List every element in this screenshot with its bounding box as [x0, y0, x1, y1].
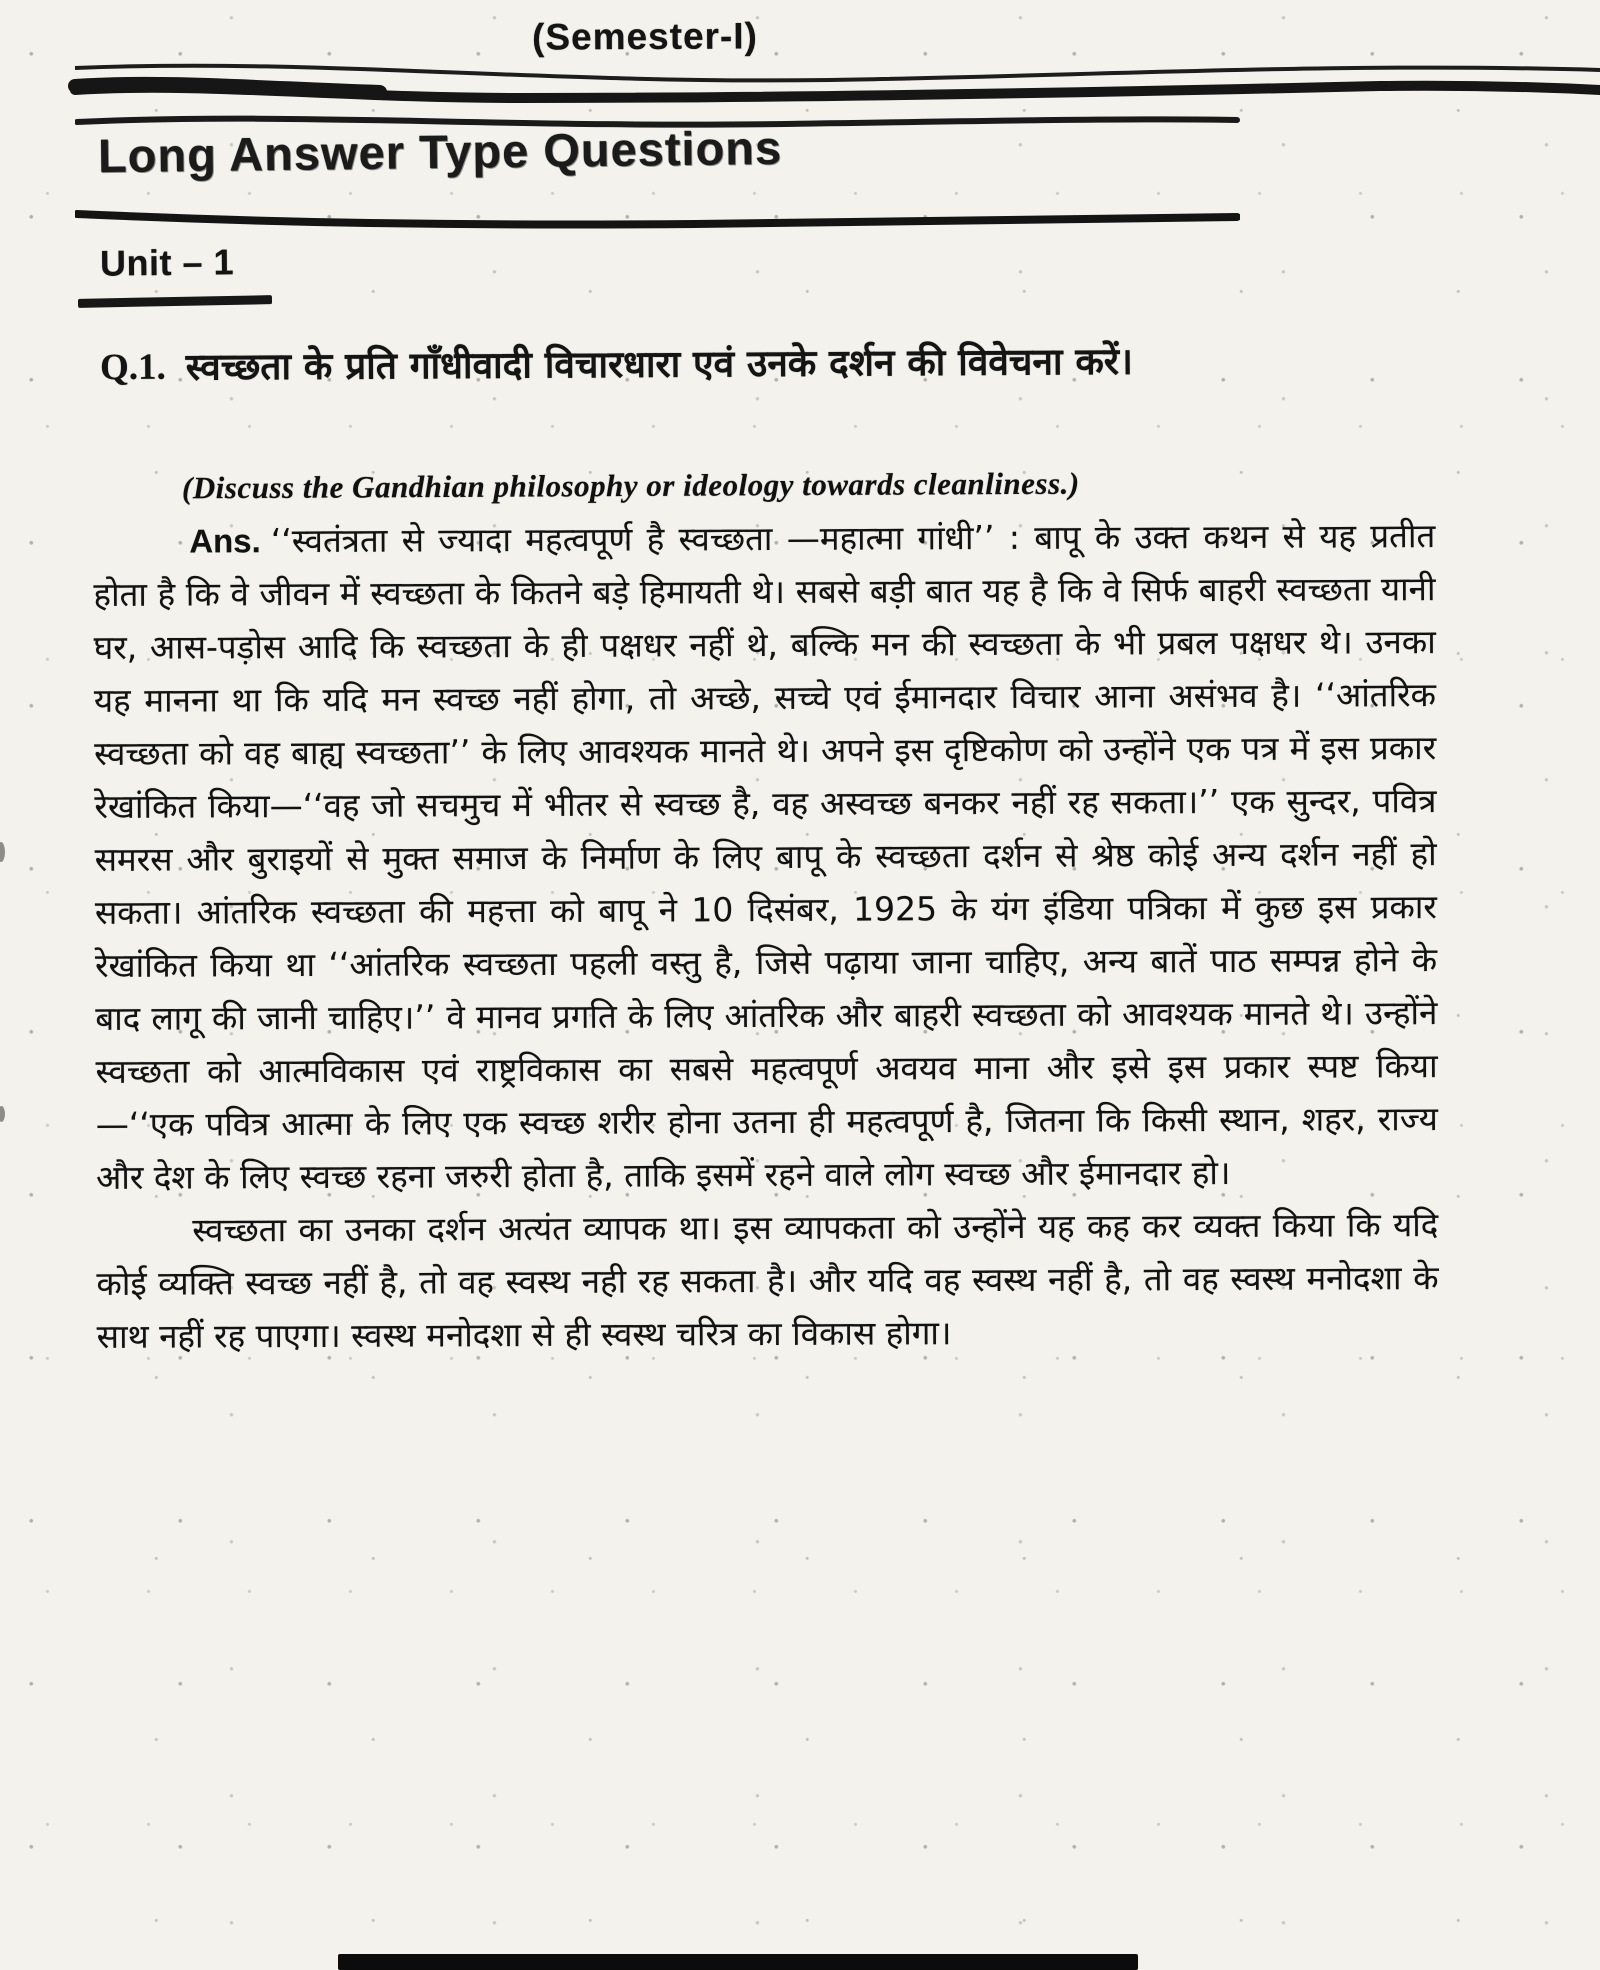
answer-paragraph-1	[93, 509, 1438, 1204]
question-translation-english: (Discuss the Gandhian philosophy or ideology towards cleanliness.)	[181, 465, 1080, 506]
answer-label: Ans.	[189, 522, 261, 560]
scan-edge-bar	[338, 1954, 1138, 1970]
answer-paragraph-2: स्वच्छता का उनका दर्शन अत्यंत व्यापक था। इस व्यापकता को उन्होंने यह कह कर व्यक्त किया कि यदि कोई व्यक्ति स्वच्छ नहीं है, तो वह स्वस्थ नही रह सकता है। और यदि वह स्वस्थ नहीं है, तो वह स्वस्थ मनोदशा के साथ नहीं रह पाएगा। स्वस्थ मनोदशा से ही स्वस्थ चरित्र का विकास होगा।	[96, 1205, 1439, 1356]
unit-label: Unit – 1	[99, 241, 235, 284]
answer-body	[93, 509, 1439, 1363]
question-block	[100, 332, 1445, 396]
semester-header: (Semester-I)	[531, 15, 759, 58]
scan-artifact	[0, 842, 5, 862]
answer-paragraph-1-text: ‘‘स्वतंत्रता से ज्यादा महत्वपूर्ण है स्वच्छता —महात्मा गांधी’’ : बापू के उक्त कथन से यह प्रतीत होता है कि वे जीवन में स्वच्छता के कितने बड़े हिमायती थे। सबसे बड़ी बात यह है कि वे सिर्फ बाहरी स्वच्छता यानी घर, आस-पड़ोस आदि कि स्वच्छता के ही पक्षधर नहीं थे, बल्कि मन की स्वच्छता के भी प्रबल पक्षधर थे। उनका यह मानना था कि यदि मन स्वच्छ नहीं होगा, तो अच्छे, सच्चे एवं ईमानदार विचार आना असंभव है। ‘‘आंतरिक स्वच्छता को वह बाह्य स्वच्छता’’ के लिए आवश्यक मानते थे। अपने इस दृष्टिकोण को उन्होंने एक पत्र में इस प्रकार रेखांकित किया—‘‘वह जो सचमुच में भीतर से स्वच्छ है, वह अस्वच्छ बनकर नहीं रह सकता।’’ एक सुन्दर, पवित्र समरस और बुराइयों से मुक्त समाज के निर्माण के लिए बापू के स्वच्छता दर्शन से श्रेष्ठ कोई अन्य दर्शन नहीं हो सकता। आंतरिक स्वच्छता की महत्ता को बापू ने 10 दिसंबर, 1925 के यंग इंडिया पत्रिका में कुछ इस प्रकार रेखांकित किया था ‘‘आंतरिक स्वच्छता पहली वस्तु है, जिसे पढ़ाया जाना चाहिए, अन्य बातें पाठ सम्पन्न होने के बाद लागू की जानी चाहिए।’’ वे मानव प्रगति के लिए आंतरिक और बाहरी स्वच्छता को आवश्यक मानते थे। उन्होंने स्वच्छता को आत्मविकास एवं राष्ट्रविकास का सबसे महत्वपूर्ण अवयव माना और इसे इस प्रकार स्पष्ट किया —‘‘एक पवित्र आत्मा के लिए एक स्वच्छ शरीर होना उतना ही महत्वपूर्ण है, जितना कि किसी स्थान, शहर, राज्य और देश के लिए स्वच्छ रहना जरुरी होता है, ताकि इसमें रहने वाले लोग स्वच्छ और ईमानदार हो।	[93, 516, 1438, 1197]
question-number: Q.1.	[99, 346, 166, 389]
question-text-hindi: स्वच्छता के प्रति गाँधीवादी विचारधारा एवं उनके दर्शन की विवेचना करें।	[185, 339, 1134, 389]
section-title: Long Answer Type Questions	[97, 120, 783, 183]
top-double-rule	[0, 54, 1600, 114]
section-title-rule-bottom	[75, 204, 1240, 230]
scan-artifact	[0, 1106, 5, 1122]
unit-underline-rule	[78, 295, 272, 308]
